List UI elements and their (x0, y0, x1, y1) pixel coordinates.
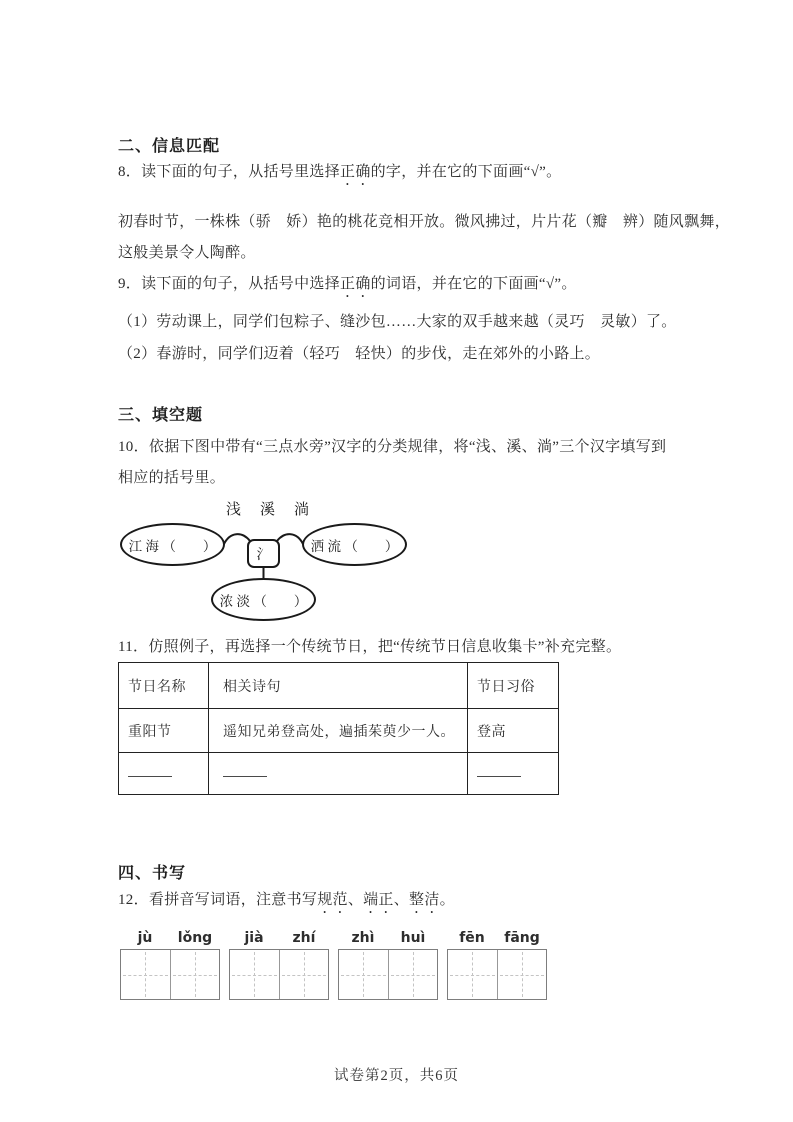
q12-emphasized-word-3: 整洁 (409, 892, 440, 908)
q12-prompt-suffix: 。 (439, 892, 455, 908)
pinyin-label: jià (244, 930, 264, 946)
table-header-related-verse: 相关诗句 (209, 663, 468, 709)
pinyin-label: fāng (504, 930, 540, 946)
q8-prompt-suffix: 的字，并在它的下面画“√”。 (370, 164, 562, 180)
q8-sentence-line2: 这般美景令人陶醉。 (118, 245, 256, 261)
writing-grid-section (120, 931, 680, 1000)
pinyin-labels-3 (338, 931, 438, 946)
q12-separator-1: 、 (347, 892, 364, 908)
pinyin-label: lǒng (177, 930, 213, 946)
writing-grid-row (120, 931, 680, 1000)
question-8-prompt (118, 163, 680, 189)
question-9-prompt (118, 275, 680, 301)
question-10-prompt: 10．依据下图中带有“三点水旁”汉字的分类规律，将“浅、溪、淌”三个汉字填写到相应的括号里。 (118, 439, 667, 486)
question-8-sentence (118, 207, 731, 269)
diagram-left-ellipse: 江 海 （ ） (120, 523, 225, 566)
blank-line (128, 765, 172, 777)
q8-prompt-prefix: 8．读下面的句子，从括号里选择 (118, 164, 341, 180)
q9-prompt-prefix: 9．读下面的句子，从括号中选择 (118, 276, 341, 292)
writing-cell (388, 950, 438, 999)
pinyin-label: jù (137, 930, 153, 946)
q12-emphasized-word-1: 规范 (317, 892, 348, 908)
table-cell-related-verse: 遥知兄弟登高处，遍插茱萸少一人。 (209, 709, 468, 753)
writing-grid-group-1 (120, 931, 220, 1000)
diagram-bottom-ellipse: 浓 淡 （ ） (211, 578, 316, 621)
writing-cell (448, 950, 497, 999)
page-footer: 试卷第2页，共6页 (334, 1068, 459, 1084)
writing-cell (121, 950, 170, 999)
blank-line (477, 765, 521, 777)
table-row-example (119, 709, 559, 753)
q12-prompt-prefix: 12．看拼音写词语，注意书写 (118, 892, 318, 908)
writing-cell (279, 950, 329, 999)
q9-emphasized-word: 正确 (340, 276, 371, 292)
q12-emphasized-word-2: 端正 (363, 892, 394, 908)
pinyin-label: zhì (351, 930, 375, 946)
diagram-top-label: 浅 溪 淌 (226, 502, 312, 518)
writing-cells (447, 949, 547, 1000)
writing-grid-group-3 (338, 931, 438, 1000)
pinyin-label: zhí (292, 930, 316, 946)
table-cell-blank-2 (209, 753, 468, 795)
water-radical-diagram (118, 498, 680, 626)
diagram-center-radical-box: 氵 (247, 539, 280, 568)
pinyin-labels-2 (229, 931, 329, 946)
question-11-prompt: 11．仿照例子，再选择一个传统节日，把“传统节日信息收集卡”补充完整。 (118, 639, 622, 655)
section-heading-fill: 三、填空题 (118, 407, 204, 424)
writing-cell (170, 950, 220, 999)
table-cell-festival-name: 重阳节 (119, 709, 209, 753)
writing-cell (339, 950, 388, 999)
pinyin-label: huì (400, 930, 426, 946)
pinyin-labels-1 (120, 931, 220, 946)
q9-prompt-suffix: 的词语，并在它的下面画“√”。 (370, 276, 577, 292)
page-content (118, 138, 731, 1000)
festival-info-table (118, 662, 559, 795)
table-header-festival-custom: 节日习俗 (468, 663, 559, 709)
writing-cells (229, 949, 329, 1000)
writing-grid-group-4 (447, 931, 547, 1000)
diagram-right-ellipse: 洒 流 （ ） (302, 523, 407, 566)
pinyin-labels-4 (447, 931, 547, 946)
table-header-row (119, 663, 559, 709)
q8-emphasized-word: 正确 (340, 164, 371, 180)
writing-cells (120, 949, 220, 1000)
writing-cell (497, 950, 547, 999)
section-heading-matching: 二、信息匹配 (118, 138, 221, 155)
section-heading-writing: 四、书写 (118, 865, 187, 882)
q12-separator-2: 、 (393, 892, 410, 908)
table-header-festival-name: 节日名称 (119, 663, 209, 709)
table-row-blank (119, 753, 559, 795)
table-cell-blank-1 (119, 753, 209, 795)
question-9-item-2: （2）春游时，同学们迈着（轻巧 轻快）的步伐，走在郊外的小路上。 (118, 346, 601, 362)
pinyin-label: fēn (459, 930, 485, 946)
question-9-item-1: （1）劳动课上，同学们包粽子、缝沙包……大家的双手越来越（灵巧 灵敏）了。 (118, 314, 677, 330)
table-cell-blank-3 (468, 753, 559, 795)
blank-line (223, 765, 267, 777)
table-cell-festival-custom: 登高 (468, 709, 559, 753)
writing-cells (338, 949, 438, 1000)
question-12-prompt (118, 891, 680, 917)
q8-sentence-line1: 初春时节，一株株（骄 娇）艳的桃花竞相开放。微风拂过，片片花（瓣 辨）随风飘舞， (118, 214, 731, 230)
writing-grid-group-2 (229, 931, 329, 1000)
writing-cell (230, 950, 279, 999)
